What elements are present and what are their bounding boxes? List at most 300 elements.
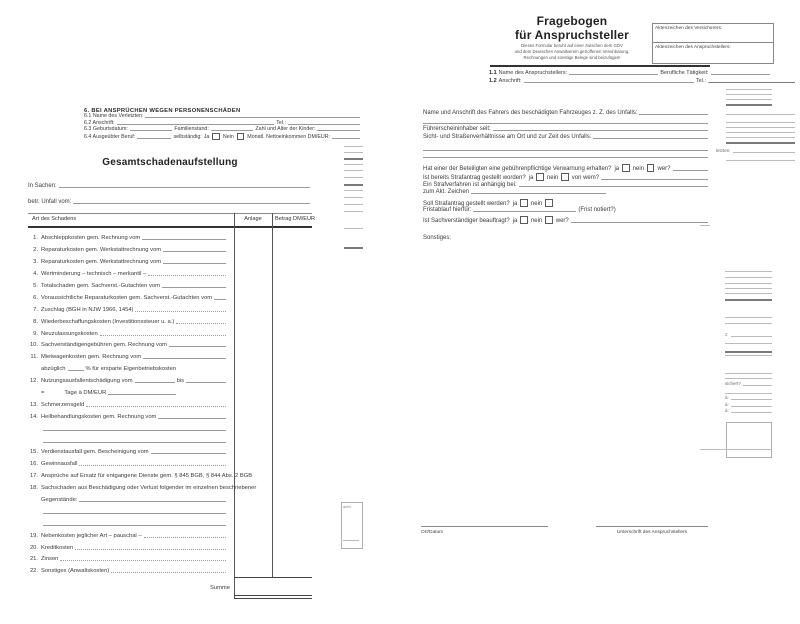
row-number: 15. — [29, 449, 38, 456]
option-label-ja: ja — [528, 174, 534, 181]
margin-fragment — [725, 381, 772, 386]
blank-line — [43, 441, 226, 443]
ruled-line — [725, 378, 772, 379]
ruled-line — [726, 127, 795, 128]
row-label: Sachverständigengebühren gem. Rechnung vom — [41, 342, 168, 349]
blank-line — [473, 210, 576, 212]
checkbox-nein[interactable] — [545, 216, 553, 224]
ruled-line — [700, 225, 710, 226]
table-subrow — [28, 433, 228, 445]
ruled-line — [726, 122, 795, 123]
subtitle-line: Rechnungen und sonstige Belege sind beizufügen! — [523, 55, 621, 61]
option-label-nein: nein — [530, 217, 543, 224]
field-label: 6.4 Ausgeübter Beruf: — [84, 134, 136, 140]
ruled-line — [344, 177, 363, 178]
form-row-anschrift — [84, 120, 362, 126]
ruled-line — [344, 204, 363, 205]
row-label: = — [41, 389, 45, 396]
question-sonstiges: Sonstiges: — [423, 235, 452, 241]
dotted-leader — [100, 334, 226, 336]
ruled-line — [725, 288, 772, 289]
question-label: Ist bereits Strafantrag gestellt worden? — [423, 174, 526, 181]
row-label: Tage à DM/EUR — [64, 389, 107, 396]
margin-fragment — [725, 332, 772, 337]
option-label-nein: nein — [530, 200, 543, 207]
row-number: 17. — [29, 473, 38, 480]
option-label-nein: nein — [632, 165, 644, 172]
field-label: betr. Unfall vom: — [28, 199, 72, 205]
option-label-nein: Nein — [222, 134, 234, 140]
blank-line — [135, 381, 175, 383]
signature-block-unterschrift — [596, 526, 708, 535]
row-label: bis — [176, 378, 184, 385]
row-label: Mietwagenkosten gem. Rechnung vom — [41, 354, 142, 361]
field-label: 6.1 Name des Verletzten: — [84, 113, 144, 119]
ruled-line — [344, 228, 363, 229]
row-number: 18. — [29, 485, 38, 492]
signature-label: Unterschrift des Anspruchstellers — [616, 530, 688, 535]
ruled-line — [726, 89, 772, 90]
option-label-ja: ja — [614, 165, 620, 172]
blank-line — [43, 512, 226, 514]
row-number: 7. — [33, 306, 38, 313]
margin-fragment — [725, 395, 772, 400]
blank-line — [423, 156, 708, 158]
blank-line — [145, 116, 360, 118]
ruled-line — [726, 104, 772, 106]
blank-line — [169, 345, 226, 347]
ruled-line — [344, 146, 363, 147]
question-verwarnung — [423, 164, 710, 172]
blank-line — [571, 221, 708, 223]
continuation-line — [423, 153, 710, 159]
blank-line — [43, 429, 226, 431]
table-row — [28, 552, 228, 564]
signature-block-ort — [421, 526, 548, 535]
field-label: Name des Anspruchstellers: — [498, 70, 568, 76]
ruled-line — [344, 152, 363, 153]
checkbox-ja[interactable] — [536, 173, 544, 181]
margin-stamp-box — [341, 502, 363, 549]
row-number: 22. — [29, 568, 38, 575]
ruled-line — [343, 540, 359, 541]
checkbox-ja[interactable] — [520, 199, 528, 207]
question-fuehrerschein — [423, 126, 710, 132]
blank-line — [130, 129, 173, 131]
checkbox-ja[interactable] — [622, 164, 630, 172]
row-label: abzüglich — [41, 366, 66, 373]
row-label: Wiederbeschaffungskosten (Investitionssteuer u. a.) — [41, 318, 175, 325]
blank-line — [731, 335, 772, 337]
table-row — [28, 445, 228, 457]
blank-line — [68, 369, 84, 371]
blank-line — [743, 384, 772, 386]
field-label: Anschrift: — [498, 77, 522, 84]
question-label: zum Akt. Zeichen — [423, 189, 470, 195]
ruled-line — [710, 82, 795, 83]
question-fahrer — [423, 110, 710, 116]
table-row — [28, 397, 228, 409]
row-number: 13. — [29, 401, 38, 408]
item-number: 1.2 — [489, 77, 497, 84]
blank-line — [601, 178, 708, 180]
row-label: Totalschaden gem. Sachverst.-Gutachten vom — [41, 282, 160, 289]
option-label-ja: ja — [512, 217, 518, 224]
blank-line — [731, 411, 772, 413]
blank-line — [151, 452, 226, 454]
table-column-divider — [272, 213, 273, 578]
option-label-nein: nein — [546, 174, 559, 181]
ruled-line — [700, 449, 772, 450]
dotted-leader — [60, 559, 226, 561]
signature-line — [421, 526, 548, 528]
az-versicherer-cell: Aktenzeichen des Versicherers: — [653, 24, 773, 43]
question-label: Name und Anschrift des Fahrers des beschädigten Fahrzeuges z. Z. des Unfalls: — [423, 110, 638, 116]
table-subrow — [28, 421, 228, 433]
ruled-line — [344, 164, 363, 165]
blank-line — [73, 202, 310, 204]
subtitle-line: Dieses Formular beruht auf einer zwischen dem GDV — [521, 43, 623, 48]
field-label: Zahl und Alter der Kinder: — [255, 126, 316, 132]
blank-line — [493, 129, 708, 131]
blank-line — [569, 73, 658, 75]
field-label: 6.3 Geburtsdatum: — [84, 126, 128, 132]
file-reference-box — [652, 23, 774, 64]
field-label: Tel.: — [276, 119, 286, 126]
table-row — [28, 338, 228, 350]
field-label: Tel.: — [695, 77, 706, 84]
row-number: 19. — [29, 532, 38, 539]
blank-line — [332, 137, 360, 139]
row-number: 5. — [33, 282, 38, 289]
table-row — [28, 409, 228, 421]
az-anspruchsteller-cell: Aktenzeichen des Anspruchstellers: — [655, 44, 731, 50]
ruled-line — [725, 299, 772, 301]
margin-fragment — [716, 148, 795, 153]
ruled-line — [725, 271, 772, 272]
blank-line — [639, 113, 708, 115]
table-row — [28, 279, 228, 291]
table-row — [28, 528, 228, 540]
row-number: 11. — [30, 354, 38, 361]
table-subrow — [28, 516, 228, 528]
ruled-line — [344, 197, 363, 198]
blank-line — [158, 417, 226, 419]
summe-label: Summe — [210, 585, 230, 591]
question-aktenzeichen — [423, 189, 710, 195]
row-number: 1. — [33, 235, 38, 242]
table-row — [28, 540, 228, 552]
margin-fragment — [725, 408, 772, 413]
option-label-ja: ja — [512, 200, 518, 207]
table-column-divider — [234, 213, 235, 599]
field-label: wer? — [657, 165, 671, 172]
blank-line — [731, 398, 772, 400]
fragment-text: à: — [725, 395, 729, 400]
dotted-leader — [148, 274, 226, 276]
row-label: Nebenkosten jeglicher Art – pauschal – — [41, 532, 142, 539]
row-label: Zuschlag (BGH in NJW 1966, 1454) — [41, 306, 134, 313]
page-title: Gesamtschadenaufstellung — [102, 157, 238, 168]
ruled-line — [726, 160, 795, 161]
ruled-line — [726, 137, 795, 138]
blank-line — [673, 169, 709, 171]
row-label: Zinsen — [41, 556, 59, 563]
row-label: Gegenstände: — [41, 496, 78, 503]
blank-line — [79, 500, 226, 502]
ruled-line — [725, 293, 772, 294]
dotted-leader — [75, 548, 226, 550]
table-row — [28, 290, 228, 302]
table-row — [28, 326, 228, 338]
row-label: Ansprüche auf Ersatz für entgangene Dienste gem. § 845 BGB, § 844 Abs. 2 BGB — [41, 473, 253, 480]
blank-line — [163, 262, 226, 264]
item-number: 1.1 — [489, 70, 497, 76]
field-label: 6.2 Anschrift: — [84, 119, 115, 126]
dotted-leader — [176, 322, 226, 324]
fragment-text: letzten: — [716, 148, 731, 153]
table-row — [28, 267, 228, 279]
table-row — [28, 350, 228, 362]
row-label: Sachschaden aus Beschädigung oder Verlust folgender im einzelnen beschriebener — [41, 485, 257, 492]
column-header-anlage: Anlage — [244, 216, 262, 222]
row-label: Sonstiges (Anwaltskosten) — [41, 568, 110, 575]
ruled-line — [726, 114, 795, 115]
table-top-rule — [28, 213, 312, 214]
checkbox-ja[interactable] — [212, 133, 220, 141]
ruled-line — [726, 94, 772, 95]
checkbox-nein[interactable] — [237, 133, 245, 141]
table-row — [28, 314, 228, 326]
ruled-line — [725, 351, 772, 353]
continuation-line — [423, 119, 710, 125]
signature-line — [596, 526, 708, 528]
row-label: Abschleppkosten gem. Rechnung vom — [41, 235, 141, 242]
question-strafantrag — [423, 173, 710, 181]
row-label: Nutzungsausfallentschädigung vom — [41, 378, 133, 385]
field-label: wer? — [555, 217, 569, 224]
blank-line — [137, 137, 171, 139]
fragment-text: z: — [725, 332, 729, 337]
question-label: Fristablauf hierfür: — [423, 207, 472, 213]
field-note: (Frist notiert?) — [578, 207, 616, 213]
ruled-line — [725, 373, 772, 374]
blank-line — [524, 81, 694, 83]
blank-line — [733, 151, 795, 153]
table-subrow — [28, 504, 228, 516]
row-label: Voraussichtliche Reparaturkosten gem. Sachverst.-Gutachten vom — [41, 294, 213, 301]
table-subrow — [28, 386, 228, 398]
ruled-line — [726, 99, 772, 100]
ruled-line — [725, 277, 772, 278]
ruled-line — [725, 355, 772, 356]
form-row-name — [489, 70, 772, 76]
row-number: 6. — [33, 294, 38, 301]
questionnaire-subtitle — [502, 43, 642, 61]
form-row-verletzter — [84, 113, 362, 119]
row-number: 20. — [29, 544, 38, 551]
question-label: Ein Strafverfahren ist anhängig bei: — [423, 182, 517, 188]
summe-bottom-rule — [234, 598, 312, 599]
dotted-leader — [144, 536, 226, 538]
ruled-line — [725, 283, 772, 284]
form-row-geburtsdatum — [84, 126, 362, 132]
question-sicht — [423, 134, 710, 140]
spacer — [616, 212, 710, 213]
ruled-line — [344, 158, 363, 160]
field-label: selbständig: — [173, 134, 202, 140]
question-sachverstaendiger — [423, 216, 710, 224]
dotted-leader — [86, 405, 226, 407]
column-header-art: Art des Schadens — [32, 216, 77, 222]
blank-line — [471, 192, 606, 194]
margin-stamp-text: acht. — [343, 504, 352, 509]
questionnaire-title — [492, 15, 652, 43]
table-row — [28, 243, 228, 255]
table-row — [28, 255, 228, 267]
blank-line — [117, 123, 275, 125]
blank-line — [711, 73, 770, 75]
table-row — [28, 457, 228, 469]
form-row-in-sachen — [28, 183, 312, 189]
field-label: Familienstand: — [174, 126, 209, 132]
dotted-leader — [135, 310, 226, 312]
row-label: Gewinnausfall — [41, 461, 78, 468]
title-line-1: Fragebogen — [536, 14, 608, 28]
column-header-betrag: Betrag DM/EUR — [275, 216, 316, 222]
ruled-line — [725, 393, 772, 394]
table-row — [28, 374, 228, 386]
row-number: 3. — [33, 259, 38, 266]
ruled-line — [725, 317, 772, 318]
ruled-line — [344, 184, 363, 186]
ruled-line — [726, 132, 795, 133]
blank-line — [288, 123, 360, 125]
row-label: Neuzulassungskosten — [41, 330, 98, 337]
fragment-text: sichert? — [725, 381, 741, 386]
row-number: 10. — [29, 342, 38, 349]
table-row — [28, 302, 228, 314]
margin-box — [726, 422, 772, 458]
ruled-line — [344, 247, 363, 249]
dotted-leader — [79, 464, 226, 466]
question-label: Soll Strafantrag gestellt werden? — [423, 200, 510, 207]
row-label: Reparaturkosten gem. Werkstattrechnung vom — [41, 247, 162, 254]
blank-line — [163, 250, 226, 252]
ruled-line — [725, 323, 772, 324]
row-number: 16. — [29, 461, 38, 468]
question-soll-strafantrag — [423, 199, 710, 207]
question-fristablauf — [423, 207, 710, 213]
checkbox-nein[interactable] — [647, 164, 655, 172]
table-subrow — [28, 493, 228, 505]
blank-line — [143, 357, 226, 359]
row-label: Kreditkosten — [41, 544, 74, 551]
blank-line — [593, 137, 708, 139]
blank-line — [59, 186, 310, 188]
row-label: % für ersparte Eigenbetriebskosten — [85, 366, 177, 373]
ruled-line — [344, 211, 363, 212]
damage-table — [28, 231, 257, 576]
field-label: Berufliche Tätigkeit: — [660, 70, 709, 76]
ruled-line — [344, 170, 363, 171]
blank-line — [108, 393, 176, 395]
section6-heading: 6. BEI ANSPRÜCHEN WEGEN PERSONENSCHÄDEN — [84, 108, 241, 114]
fragment-text: à: — [725, 408, 729, 413]
fragment-text: à: — [725, 402, 729, 407]
blank-line — [519, 185, 708, 187]
row-number: 9. — [33, 330, 38, 337]
table-row — [28, 481, 257, 493]
question-label: Führerscheininhaber seit: — [423, 126, 491, 132]
subtitle-line: und dem Deutschen Anwaltverein getroffenen Vereinbarung. — [514, 49, 630, 55]
checkbox-nein[interactable] — [561, 173, 569, 181]
row-label: Reparaturkosten gem. Werkstattrechnung vom — [41, 259, 162, 266]
title-divider-rule — [490, 65, 710, 67]
field-label: In Sachen: — [28, 183, 57, 189]
dotted-leader — [111, 571, 226, 573]
continuation-line — [423, 146, 710, 152]
checkbox-nein[interactable] — [545, 199, 553, 207]
blank-line — [211, 129, 254, 131]
ruled-line — [725, 343, 772, 344]
title-line-2: für Anspruchsteller — [514, 27, 630, 42]
blank-line — [423, 149, 708, 151]
blank-line — [186, 381, 226, 383]
spacer — [608, 194, 710, 195]
question-label: Hat einer der Beteiligten eine gebührenpflichtige Verwarnung erhalten? — [423, 165, 612, 172]
option-label-ja: Ja — [203, 134, 210, 140]
table-header-rule — [28, 226, 312, 228]
question-strafverfahren — [423, 182, 710, 188]
row-number: 2. — [33, 247, 38, 254]
ruled-line — [726, 142, 795, 144]
blank-line — [731, 405, 772, 407]
form-row-unfall-vom — [28, 199, 312, 205]
ruled-line — [344, 190, 363, 191]
form-row-beruf — [84, 133, 362, 141]
signature-label: Ort/Datum — [421, 530, 444, 535]
table-row — [28, 469, 253, 481]
blank-line — [317, 129, 360, 131]
row-label: Wertminderung – technisch – merkantil – — [41, 271, 147, 278]
row-number: 8. — [33, 318, 38, 325]
question-label: Ist Sachverständiger beauftragt? — [423, 217, 510, 224]
row-number: 21. — [29, 556, 38, 563]
row-label: Heilbehandlungskosten gem. Rechnung vom — [41, 413, 157, 420]
row-label: Verdienstausfall gem. Bescheinigung vom — [41, 449, 149, 456]
blank-line — [162, 286, 226, 288]
checkbox-ja[interactable] — [520, 216, 528, 224]
row-number: 14. — [29, 413, 38, 420]
summe-bottom-rule — [234, 595, 312, 596]
margin-fragment — [725, 402, 772, 407]
blank-line — [43, 524, 226, 526]
blank-line — [214, 298, 226, 300]
table-subrow — [28, 362, 228, 374]
table-row — [28, 231, 228, 243]
field-label: von wem? — [571, 174, 600, 181]
row-number: 12. — [29, 378, 38, 385]
table-row — [28, 564, 228, 576]
row-label: Schmerzensgeld — [41, 401, 85, 408]
field-label: Monatl. Nettoeinkommen DM/EUR: — [247, 134, 330, 140]
row-number: 4. — [33, 271, 38, 278]
summe-top-rule — [234, 577, 312, 578]
blank-line — [423, 122, 708, 124]
question-label: Sicht- und Straßenverhältnisse am Ort und zur Zeit des Unfalls: — [423, 134, 592, 140]
blank-line — [142, 238, 226, 240]
